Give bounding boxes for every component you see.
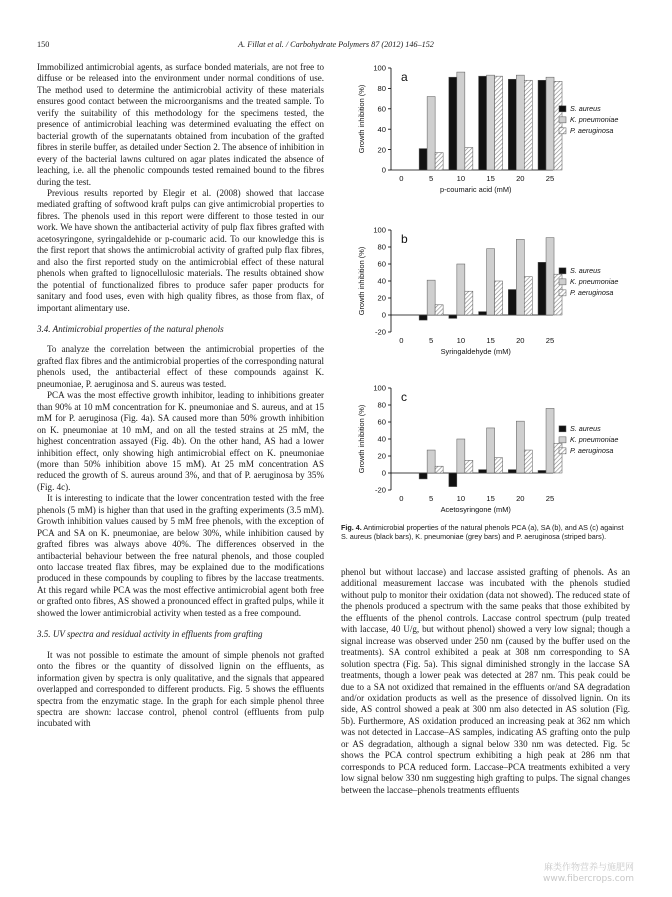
bar <box>538 470 546 473</box>
legend-label: K. pneumoniae <box>570 114 619 124</box>
figure-4 <box>341 58 630 520</box>
bar <box>449 315 457 318</box>
y-tick-label: 0 <box>381 310 386 320</box>
bar <box>427 450 435 473</box>
x-tick-label: 5 <box>429 494 434 503</box>
y-tick-label: 20 <box>377 145 386 155</box>
bar <box>538 80 546 170</box>
bar <box>457 72 465 170</box>
section-heading: 3.4. Antimicrobial properties of the natural phenols <box>37 323 224 334</box>
left-column <box>37 62 324 730</box>
legend-swatch <box>559 106 566 112</box>
legend-swatch <box>559 448 566 454</box>
bar <box>538 262 546 315</box>
bar <box>457 264 465 315</box>
bar <box>419 149 427 170</box>
legend-label: S. aureus <box>570 265 601 275</box>
bar <box>427 280 435 315</box>
bar <box>487 428 495 473</box>
paragraph: It was not possible to estimate the amount of simple phenols not grafted onto the fibres or the quantity of dissolved lignin on the effluents, as information given by spectra is only qualitative, and the signals that appeared overlapped and corresponded to different products. Fig. 5 shows the effluents spectra from the enzymatic stage. In the graph for each simple phenol three spectra are shown: laccase control, phenol control (effluents from pulp incubated with <box>37 649 324 729</box>
bar <box>524 277 532 315</box>
x-tick-label: 0 <box>399 494 404 503</box>
bar <box>524 80 532 170</box>
y-tick-label: 60 <box>377 259 386 269</box>
x-tick-label: 5 <box>429 174 434 183</box>
bar <box>495 76 503 170</box>
y-tick-label: 100 <box>373 383 386 393</box>
y-tick-label: 100 <box>373 225 386 235</box>
panel-label: b <box>401 232 408 246</box>
bar <box>516 421 524 473</box>
y-tick-label: 40 <box>377 124 386 134</box>
x-tick-label: 20 <box>516 174 525 183</box>
legend-label: P. aeruginosa <box>570 445 614 455</box>
x-axis-label: Syringaldehyde (mM) <box>440 347 511 356</box>
chart-panel-c <box>357 384 618 514</box>
bar <box>457 439 465 473</box>
legend-label: K. pneumoniae <box>570 434 619 444</box>
legend-swatch <box>559 426 566 432</box>
x-tick-label: 20 <box>516 336 525 345</box>
y-tick-label: -20 <box>375 485 386 495</box>
bar <box>427 97 435 170</box>
x-tick-label: 25 <box>545 336 555 345</box>
legend-swatch <box>559 128 566 134</box>
y-axis-label: Growth inhibition (%) <box>357 84 366 154</box>
bar <box>546 238 554 315</box>
caption-label: Fig. 4. <box>341 523 362 532</box>
y-tick-label: 80 <box>377 400 386 410</box>
bar <box>546 408 554 473</box>
x-tick-label: 15 <box>486 174 495 183</box>
watermark <box>543 863 634 885</box>
bar <box>524 450 532 473</box>
bar <box>554 81 562 170</box>
legend-swatch <box>559 279 566 285</box>
y-tick-label: 40 <box>377 434 386 444</box>
y-axis-label: Growth inhibition (%) <box>357 246 366 316</box>
legend-swatch <box>559 117 566 123</box>
legend-label: S. aureus <box>570 103 601 113</box>
y-tick-label: 0 <box>381 165 386 175</box>
y-tick-label: 20 <box>377 293 386 303</box>
bar <box>479 312 487 315</box>
y-tick-label: 0 <box>381 468 386 478</box>
bar <box>508 470 516 473</box>
bar <box>495 281 503 315</box>
y-tick-label: 20 <box>377 451 386 461</box>
page-number: 150 <box>37 40 50 49</box>
paragraph: To analyze the correlation between the antimicrobial properties of the grafted flax fibres and the antimicrobial properties of the corresponding natural phenols used, the antibacterial effect of these compounds against K. pneumoniae, P. aeruginosa and S. aureus was tested. <box>37 344 324 389</box>
y-tick-label: 100 <box>373 63 386 73</box>
legend-label: P. aeruginosa <box>570 287 614 297</box>
bar <box>435 466 443 473</box>
x-tick-label: 0 <box>399 174 404 183</box>
x-tick-label: 10 <box>456 494 466 503</box>
running-head: A. Fillat et al. / Carbohydrate Polymers 87 (2012) 146–152 <box>238 40 434 49</box>
y-tick-label: 60 <box>377 417 386 427</box>
bar <box>449 77 457 170</box>
x-axis-label: p-coumaric acid (mM) <box>439 185 512 194</box>
x-tick-label: 5 <box>429 336 434 345</box>
y-axis-label: Growth inhibition (%) <box>357 404 366 474</box>
right-column <box>341 567 630 796</box>
bar <box>435 305 443 315</box>
paragraph: It is interesting to indicate that the lower concentration tested with the free phenols (5 mM) is higher than that used in the grafting experiments (3.5 mM). Growth inhibition values caused by 5 mM free phenols, with the exception of PCA and SA on K. pneumoniae, are below 30%, while inhibition caused by grafted fibres was always above 40%. The differences observed in the antibacterial behaviour between the free natural phenols, and those coupled onto laccase treated flax fibres, may be explained due to the modifications produced in these compounds by coupling to fibres by the laccase treatments. At this regard while PCA was the most effective antimicrobial agent both free or grafted onto fibres, AS showed a pronounced effect in grafted pulps, while it showed the lower antimicrobial activity when tested as a free compound. <box>37 493 324 618</box>
y-tick-label: 60 <box>377 104 386 114</box>
bar <box>419 473 427 479</box>
watermark-line: 麻类作物营养与施肥网 <box>543 863 634 873</box>
y-tick-label: 80 <box>377 84 386 94</box>
bar <box>435 153 443 170</box>
x-tick-label: 20 <box>516 494 525 503</box>
paragraph: Immobilized antimicrobial agents, as surface bonded materials, are not free to diffuse or be released into the environment under normal conditions of use. The method used to determine the antimicrobial activity of these materials ensures good contact between the microorganisms and the treated sample. To verify the suitability of this methodology for the specimens tested, the presence of antimicrobial leaching was determined evaluating the effect on bacterial growth of the supernatants obtained from incubation of the grafted fibres in sterile buffer, as detailed under Section 2. The absence of inhibition in every of the bacterial lawns cultured on agar plates indicated the absence of leaching, i.e. all the phenolic compounds tested remained bound to the fibres during the test. <box>37 62 324 187</box>
panel-label: c <box>401 390 407 404</box>
bar <box>465 460 473 473</box>
paragraph: phenol but without laccase) and laccase assisted grafting of phenols. As an additional measurement laccase was incubated with the phenols studied without pulp to monitor their oxidation (data not showed). The reduced state of the phenols produced a spectrum with the same peaks that those exhibited by the effluents of the phenol controls. Laccase control spectrum (pulp treated with laccase, 40 U/g, but without phenol) showed a very low signal; though a signal increase was observed under 250 nm (caused by the buffer used on the treatments). SA control exhibited a peak at 308 nm corresponding to SA solution spectra (Fig. 5a). This signal diminished strongly in the laccase SA treatments, though a lower peak was detected at 287 nm. This peak could be due to a SA not oxidized that remained in the effluents or/and SA degradation and/or oxidation products as well as the presence of dissolved lignin. On its side, AS control showed a peak at 300 nm also detected in AS solution (Fig. 5b). Furthermore, AS oxidation produced an increasing peak at 362 nm which was not detected in Laccase–AS samples, indicating AS grafting onto the pulp or AS degradation, although a signal below 330 nm was detected. Fig. 5c shows the PCA control spectrum exhibiting a high peak at 286 nm that corresponds to PCA reduced form. Laccase–PCA treatments exhibited a very low signal below 330 nm suggesting high grafting to pulps. The signal changes between the laccase–phenols treatments effluents <box>341 567 630 795</box>
bar <box>465 148 473 170</box>
watermark-line: www.fibercrops.com <box>543 874 634 884</box>
panel-label: a <box>401 70 408 84</box>
caption-text: Antimicrobial properties of the natural phenols PCA (a), SA (b), and AS (c) against S. aureus (black bars), K. pneumoniae (grey bars) and P. aeruginosa (striped bars). <box>341 523 624 541</box>
x-tick-label: 25 <box>545 494 555 503</box>
paragraph: Previous results reported by Elegir et al. (2008) showed that laccase mediated grafting of softwood kraft pulps can give antimicrobial properties to fibres. The phenols used in this report were different to those tested in our work. We have shown the antibacterial activity of pulp flax fibres grafted with acetosyringone, syringaldehide or p-coumaric acid. To our knowledge this is the first report that shows the antimicrobial activity of grafted pulp flax fibres, and also the first reported study on the antimicrobial effect of these natural phenols when grafted to lignocellulosic materials. The results obtained show the potential of functionalized fibres to produce safer paper products for sanitary and food uses, even with high quality fibres, as those from flax, of important alimentary use. <box>37 187 324 313</box>
bar <box>508 79 516 170</box>
x-tick-label: 15 <box>486 336 495 345</box>
legend-label: S. aureus <box>570 423 601 433</box>
y-tick-label: 80 <box>377 242 386 252</box>
legend-label: K. pneumoniae <box>570 276 619 286</box>
x-tick-label: 0 <box>399 336 404 345</box>
y-tick-label: -20 <box>375 327 386 337</box>
y-tick-label: 40 <box>377 276 386 286</box>
section-heading: 3.5. UV spectra and residual activity in effluents from grafting <box>37 629 263 640</box>
bar <box>419 315 427 320</box>
chart-panel-a <box>357 64 618 194</box>
bar <box>487 75 495 170</box>
legend-swatch <box>559 268 566 274</box>
legend-swatch <box>559 437 566 443</box>
bar <box>487 249 495 315</box>
x-tick-label: 15 <box>486 494 495 503</box>
bar <box>495 458 503 473</box>
x-tick-label: 10 <box>456 336 466 345</box>
figure-caption <box>341 523 630 541</box>
x-tick-label: 10 <box>456 174 466 183</box>
bar <box>516 239 524 315</box>
figure-4-charts <box>341 58 630 520</box>
legend-label: P. aeruginosa <box>570 125 614 135</box>
paragraph: PCA was the most effective growth inhibitor, leading to inhibitions greater than 90% at 10 mM concentration for K. pneumoniae and S. aureus, and at 15 mM for P. aeruginosa (Fig. 4a). SA caused more than 50% growth inhibition on K. pneumoniae at 10 mM, and on all the tested strains at 25 mM, the highest concentration assayed (Fig. 4b). On the other hand, AS had a lower inhibition effect, only showing high antimicrobial effect on K. pneumoniae (more than 50% inhibition above 15 mM). At 25 mM concentration AS reduced the growth of S. aureus around 3%, and that of P. aeruginosa by 35% (Fig. 4c). <box>37 390 324 492</box>
x-axis-label: Acetosyringone (mM) <box>440 505 511 514</box>
bar <box>465 291 473 315</box>
bar <box>479 76 487 170</box>
bar <box>546 77 554 170</box>
bar <box>479 470 487 473</box>
legend-swatch <box>559 290 566 296</box>
chart-panel-b <box>357 226 618 356</box>
bar <box>508 290 516 316</box>
bar <box>449 473 457 487</box>
x-tick-label: 25 <box>545 174 555 183</box>
bar <box>516 75 524 170</box>
